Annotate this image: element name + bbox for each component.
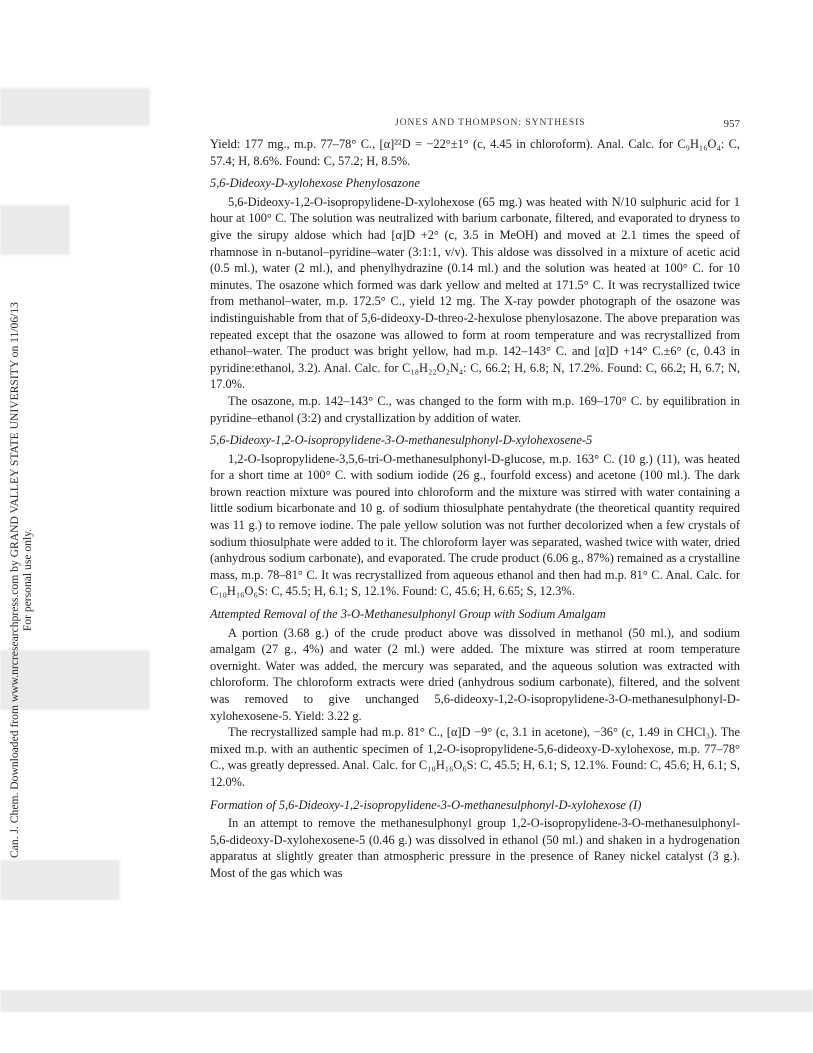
body-paragraph: The recrystallized sample had m.p. 81° C., [α]D −9° (c, 3.1 in acetone), −36° (c, 1.49 in CHCl₃). The mixed m.p. with an authentic specimen of 1,2-O-isopropylidene-5,6-dideoxy-D-xylohexose, m.p. 77–78° C., was greatly depressed. Anal. Calc. for C₁₀H₁₆O₆S: C, 45.5; H, 6.1; S, 12.1%. Found: C, 45.6; H, 6.1; S, 12.0%. — [210, 725, 740, 789]
running-header — [210, 118, 740, 132]
body-paragraph: A portion (3.68 g.) of the crude product above was dissolved in methanol (50 ml.), and sodium amalgam (27 g., 4%) and water (2 ml.) were added. The mixture was stirred at room temperature overnight. Water was added, the mercury was separated, and the aqueous solution was extracted with chloroform. The chloroform extracts were dried (anhydrous sodium carbonate), filtered, and the solvent was removed to give unchanged 5,6-dideoxy-1,2-O-isopropylidene-3-O-methanesulphonyl-D-xylohexosene-5. Yield: 3.22 g. — [210, 625, 740, 723]
body-paragraph: 5,6-Dideoxy-1,2-O-isopropylidene-D-xylohexose (65 mg.) was heated with N/10 sulphuric acid for 1 hour at 100° C. The solution was neutralized with barium carbonate, filtered, and evaporated to dryness to give the sirupy aldose which had [α]D +2° (c, 3.5 in MeOH) and moved at 2.1 times the speed of rhamnose in n-butanol–pyridine–water (3:1:1, v/v). This aldose was dissolved in a mixture of acetic acid (0.5 ml.), water (2 ml.), and phenylhydrazine (0.14 ml.) and the solution was heated at 100° C. for 10 minutes. The osazone which formed was dark yellow and melted at 171.5° C. It was recrystallized twice from methanol–water, m.p. 172.5° C., yield 12 mg. The X-ray powder photograph of the osazone was indistinguishable from that of 5,6-dideoxy-D-threo-2-hexulose phenylosazone. The above preparation was repeated except that the osazone was allowed to form at room temperature and was recrystallized from ethanol–water. The product was bright yellow, had m.p. 142–143° C. and [α]D +14° C.±6° (c, 0.43 in pyridine:ethanol, 3.2). Anal. Calc. for C₁₈H₂₂O₂N₄: C, 66.2; H, 6.8; N, 17.2%. Found: C, 66.2; H, 6.7; N, 17.0%. — [210, 194, 740, 392]
watermark-line-2: For personal use only. — [21, 528, 34, 632]
watermark-line-1: Can. J. Chem. Downloaded from www.nrcresearchpress.com by GRAND VALLEY STATE UNIVERSITY on 11/06/13 — [8, 302, 21, 858]
section-heading: 5,6-Dideoxy-1,2-O-isopropylidene-3-O-methanesulphonyl-D-xylohexosene-5 — [210, 433, 593, 448]
scan-smudge — [0, 990, 813, 1012]
section-heading: Attempted Removal of the 3-O-Methanesulphonyl Group with Sodium Amalgam — [210, 607, 606, 622]
page-number: 957 — [723, 118, 740, 130]
section-heading: 5,6-Dideoxy-D-xylohexose Phenylosazone — [210, 176, 420, 191]
body-paragraph: Yield: 177 mg., m.p. 77–78° C., [α]²²D = −22°±1° (c, 4.45 in chloroform). Anal. Calc. for C₉H₁₆O₄: C, 57.4; H, 8.6%. Found: C, 57.2; H, 8.5%. — [210, 137, 740, 168]
article-body — [210, 136, 740, 882]
body-paragraph: The osazone, m.p. 142–143° C., was changed to the form with m.p. 169–170° C. by equilibration in pyridine–ethanol (3:2) and crystallization by addition of water. — [210, 393, 740, 425]
body-paragraph: 1,2-O-Isopropylidene-3,5,6-tri-O-methanesulphonyl-D-glucose, m.p. 163° C. (10 g.) (11), was heated for a short time at 100° C. with sodium iodide (26 g., fourfold excess) and acetone (100 ml.). The dark brown reaction mixture was poured into chloroform and the mixture was stirred with water containing a little sodium bicarbonate and 10 g. of sodium thiosulphate pentahydrate (the theoretical quantity required was 11 g.) to remove iodine. The pale yellow solution was not further decolorized when a few crystals of sodium thiosulphate were added to it. The chloroform layer was separated, washed twice with water, dried (anhydrous sodium carbonate), and evaporated. The crude product (6.06 g., 87%) remained as a crystalline mass, m.p. 78–81° C. It was recrystallized from aqueous ethanol and then had m.p. 81° C. Anal. Calc. for C₁₀H₁₆O₆S: C, 45.5; H, 6.1; S, 12.1%. Found: C, 45.6; H, 6.65; S, 12.3%. — [210, 451, 740, 599]
body-paragraph: In an attempt to remove the methanesulphonyl group 1,2-O-isopropylidene-3-O-methanesulphonyl-5,6-dideoxy-D-xylohexosene-5 (0.46 g.) was dissolved in ethanol (50 ml.) and shaken in a hydrogenation apparatus at slightly greater than atmospheric pressure in the presence of Raney nickel catalyst (3 g.). Most of the gas which was — [210, 816, 740, 880]
running-head-title: JONES AND THOMPSON: SYNTHESIS — [395, 118, 586, 128]
scan-smudge — [0, 88, 150, 126]
download-watermark — [8, 180, 48, 980]
section-heading: Formation of 5,6-Dideoxy-1,2-isopropylidene-3-O-methanesulphonyl-D-xylohexose (I) — [210, 797, 642, 812]
